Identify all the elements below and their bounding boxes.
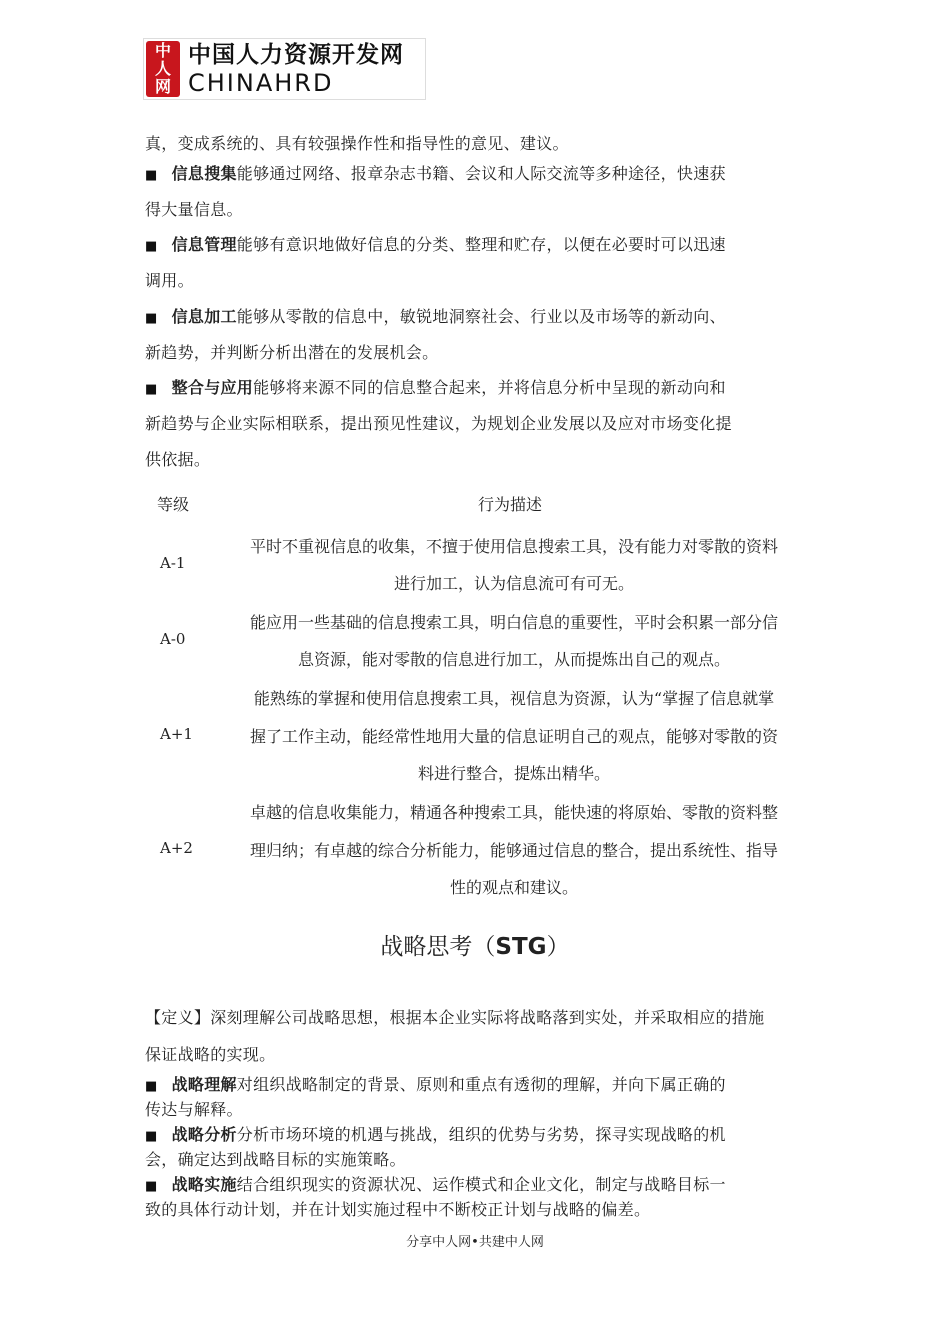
table-header-desc: 行为描述 xyxy=(478,495,543,514)
item-text: 结合组织现实的资源状况、运作模式和企业文化，制定与战略目标一 xyxy=(236,1175,726,1194)
item-text: 能够从零散的信息中，敏锐地洞察社会、行业以及市场等的新动向、 xyxy=(236,307,726,326)
item-text-cont: 得大量信息。 xyxy=(145,200,243,219)
bullet-icon: ■ xyxy=(145,1129,158,1144)
logo-text xyxy=(188,41,404,97)
logo-emblem-char-2: 人 xyxy=(154,59,171,78)
item-keyword: 信息加工 xyxy=(171,307,237,326)
table-row-desc: 性的观点和建议。 xyxy=(449,878,578,897)
table-row-level: A-1 xyxy=(160,554,186,572)
logo-emblem-char-1: 中 xyxy=(154,41,171,60)
item-keyword: 信息搜集 xyxy=(171,164,237,183)
bullet-icon: ■ xyxy=(145,1079,158,1094)
item-integrate xyxy=(145,375,726,398)
item-text: 能够通过网络、报章杂志书籍、会议和人际交流等多种途径，快速获 xyxy=(236,164,726,183)
definition-cont: 保证战略的实现。 xyxy=(145,1045,276,1064)
table-row-level: A+1 xyxy=(160,725,193,743)
item-text-cont: 会，确定达到战略目标的实施策略。 xyxy=(145,1150,406,1169)
table-row-desc: 料进行整合，提炼出精华。 xyxy=(417,764,610,783)
item-keyword: 战略分析 xyxy=(171,1125,237,1144)
table-row-desc: 卓越的信息收集能力，精通各种搜索工具，能快速的将原始、零散的资料整 xyxy=(249,803,778,822)
table-row-desc: 理归纳；有卓越的综合分析能力，能够通过信息的整合，提出系统性、指导 xyxy=(249,841,778,860)
item-keyword: 战略理解 xyxy=(171,1075,237,1094)
item-text-cont: 调用。 xyxy=(145,271,194,290)
table-row-level: A-0 xyxy=(160,630,186,648)
table-row-desc: 握了工作主动，能经常性地用大量的信息证明自己的观点，能够对零散的资 xyxy=(249,727,778,746)
section-code: STG xyxy=(495,934,547,960)
logo-cn: 中国人力资源开发网 xyxy=(188,42,404,68)
bullet-icon: ■ xyxy=(145,239,158,254)
item-text-cont: 新趋势，并判断分析出潜在的发展机会。 xyxy=(145,343,439,362)
item-strategy-understand xyxy=(145,1072,726,1095)
section-paren-open: （ xyxy=(472,934,496,960)
item-text: 能够将来源不同的信息整合起来，并将信息分析中呈现的新动向和 xyxy=(253,378,726,397)
bullet-icon: ■ xyxy=(145,168,158,183)
table-header-level: 等级 xyxy=(157,495,190,514)
definition-label: 【定义】 xyxy=(145,1008,211,1027)
logo-en: CHINAHRD xyxy=(188,69,334,97)
item-info-process xyxy=(145,304,726,327)
item-text-cont: 新趋势与企业实际相联系，提出预见性建议，为规划企业发展以及应对市场变化提 xyxy=(145,414,732,433)
table-row-level: A+2 xyxy=(160,839,193,857)
item-text: 能够有意识地做好信息的分类、整理和贮存，以便在必要时可以迅速 xyxy=(236,235,726,254)
logo-emblem-icon xyxy=(146,41,180,97)
item-keyword: 战略实施 xyxy=(171,1175,237,1194)
definition xyxy=(145,1005,764,1028)
item-keyword: 整合与应用 xyxy=(171,378,254,397)
item-strategy-analysis xyxy=(145,1122,726,1145)
bullet-icon: ■ xyxy=(145,1179,158,1194)
item-text-cont: 致的具体行动计划，并在计划实施过程中不断校正计划与战略的偏差。 xyxy=(145,1200,651,1219)
bullet-icon: ■ xyxy=(145,382,158,397)
item-text: 对组织战略制定的背景、原则和重点有透彻的理解，并向下属正确的 xyxy=(236,1075,726,1094)
item-info-collect xyxy=(145,161,726,184)
item-text-cont: 供依据。 xyxy=(145,450,211,469)
page-footer: 分享中人网•共建中人网 xyxy=(406,1235,544,1250)
site-logo xyxy=(143,38,426,100)
item-info-manage xyxy=(145,232,726,255)
table-row-desc: 息资源，能对零散的信息进行加工，从而提炼出自己的观点。 xyxy=(297,650,730,669)
logo-emblem-char-3: 网 xyxy=(154,77,171,96)
item-keyword: 信息管理 xyxy=(171,235,237,254)
table-row-desc: 能熟练的掌握和使用信息搜索工具，视信息为资源，认为“掌握了信息就掌 xyxy=(253,689,775,708)
intro-tail: 真，变成系统的、具有较强操作性和指导性的意见、建议。 xyxy=(145,134,569,153)
item-text-cont: 传达与解释。 xyxy=(145,1100,243,1119)
table-row-desc: 平时不重视信息的收集，不擅于使用信息搜索工具，没有能力对零散的资料 xyxy=(249,537,778,556)
table-row-desc: 进行加工，认为信息流可有可无。 xyxy=(393,574,634,593)
section-title-text: 战略思考 xyxy=(380,934,473,960)
section-paren-close: ） xyxy=(546,934,570,960)
item-strategy-implement xyxy=(145,1172,726,1195)
bullet-icon: ■ xyxy=(145,311,158,326)
item-text: 分析市场环境的机遇与挑战，组织的优势与劣势，探寻实现战略的机 xyxy=(236,1125,726,1144)
table-row-desc: 能应用一些基础的信息搜索工具，明白信息的重要性，平时会积累一部分信 xyxy=(249,613,778,632)
section-title xyxy=(0,928,950,961)
definition-text: 深刻理解公司战略思想，根据本企业实际将战略落到实处，并采取相应的措施 xyxy=(210,1008,765,1027)
